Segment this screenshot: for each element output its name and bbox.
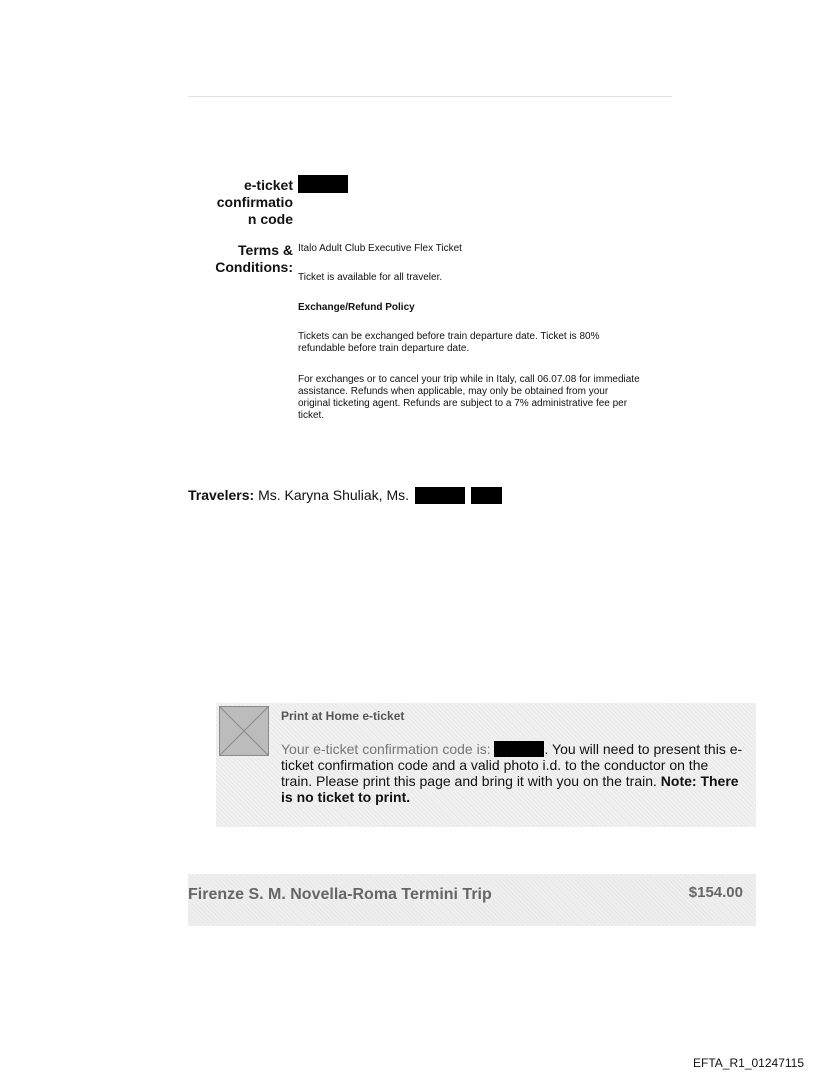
trip-price: $154.00 [688, 884, 743, 901]
terms-label-line1: Terms & [238, 242, 293, 258]
policy-p2-line4: ticket. [298, 410, 325, 421]
image-placeholder-cross [220, 707, 268, 755]
document-id: EFTA_R1_01247115 [693, 1056, 804, 1070]
policy-p2-line1: For exchanges or to cancel your trip while in Italy, call 06.07.08 for immediate [298, 374, 640, 385]
ticket-name: Italo Adult Club Executive Flex Ticket [298, 243, 462, 254]
line1-tail: . You will need to present this e- [544, 741, 743, 757]
policy-paragraph-2 [298, 374, 678, 422]
travelers-line [188, 487, 502, 504]
trip-name: Firenze S. M. Novella-Roma Termini Trip [188, 886, 492, 903]
policy-paragraph-1 [298, 331, 678, 355]
travelers-value: Ms. Karyna Shuliak, Ms. [258, 487, 409, 503]
code-lead: Your e-ticket confirmation code is: [281, 741, 491, 757]
notice-line2: ticket confirmation code and a valid photo i.d. to the conductor on the [281, 757, 709, 773]
policy-p1-line1: Tickets can be exchanged before train departure date. Ticket is 80% [298, 331, 600, 342]
terms-label [196, 242, 293, 276]
image-placeholder-icon [219, 706, 269, 756]
top-divider [188, 96, 672, 97]
notice-line3-bold: Note: There [660, 773, 739, 789]
eticket-label-line3: n code [247, 211, 293, 227]
policy-p2-line3: original ticketing agent. Refunds are subject to a 7% administrative fee per [298, 398, 628, 409]
terms-label-line2: Conditions: [215, 259, 293, 275]
eticket-label-line2: confirmatio [216, 194, 293, 210]
notice-line4-bold: is no ticket to print. [281, 789, 411, 805]
redacted-notice-code [494, 741, 544, 757]
redacted-traveler-last [471, 487, 502, 504]
eticket-label [196, 177, 293, 228]
policy-heading: Exchange/Refund Policy [298, 302, 415, 313]
redacted-confirmation-code [298, 175, 348, 193]
travelers-label: Travelers: [188, 487, 255, 503]
eticket-label-line1: e-ticket [243, 177, 293, 193]
notice-body [281, 741, 747, 805]
policy-p2-line2: assistance. Refunds when applicable, may only be obtained from your [298, 386, 609, 397]
notice-line3-plain: train. Please print this page and bring it with you on the train. [281, 773, 661, 789]
ticket-availability: Ticket is available for all traveler. [298, 272, 443, 283]
notice-title: Print at Home e-ticket [281, 709, 405, 723]
redacted-traveler-first [415, 487, 465, 504]
policy-p1-line2: refundable before train departure date. [298, 343, 470, 354]
